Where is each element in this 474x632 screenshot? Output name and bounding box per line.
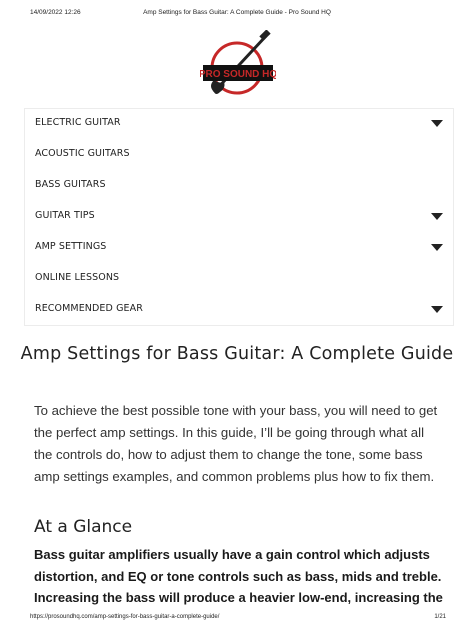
caret-down-icon[interactable]: [431, 306, 443, 313]
print-footer: [0, 614, 474, 626]
guitar-logo-icon: [200, 30, 276, 102]
nav-item-bass-guitars[interactable]: [25, 171, 453, 202]
print-url[interactable]: https://prosoundhq.com/amp-settings-for-bass-guitar-a-complete-guide/: [30, 614, 220, 620]
nav-item-guitar-tips[interactable]: [25, 202, 453, 233]
nav-item-label: ACOUSTIC GUITARS: [35, 148, 130, 159]
nav-item-amp-settings[interactable]: [25, 233, 453, 264]
nav-item-label: AMP SETTINGS: [35, 241, 107, 252]
nav-item-label: ONLINE LESSONS: [35, 272, 120, 283]
nav-item-recommended-gear[interactable]: [25, 295, 453, 326]
main-navigation: [24, 108, 454, 326]
nav-item-label: GUITAR TIPS: [35, 210, 95, 221]
print-header: [0, 9, 474, 21]
nav-item-electric-guitar[interactable]: [25, 109, 453, 140]
logo-text: PRO SOUND HQ: [200, 69, 276, 80]
summary-paragraph: Bass guitar amplifiers usually have a gain control which adjusts distortion, and EQ or tone controls such as bass, mids and treble. Increasing the bass will produce a heavier low-end, increasing the: [34, 547, 443, 605]
nav-item-online-lessons[interactable]: [25, 264, 453, 295]
site-logo[interactable]: [200, 30, 276, 102]
caret-down-icon[interactable]: [431, 244, 443, 251]
page-title: Amp Settings for Bass Guitar: A Complete Guide: [20, 344, 454, 364]
caret-down-icon[interactable]: [431, 213, 443, 220]
nav-item-label: BASS GUITARS: [35, 179, 106, 190]
section-heading: At a Glance: [34, 517, 133, 537]
caret-down-icon[interactable]: [431, 120, 443, 127]
nav-item-label: ELECTRIC GUITAR: [35, 117, 121, 128]
print-date: 14/09/2022 12:26: [30, 9, 81, 16]
nav-item-label: RECOMMENDED GEAR: [35, 303, 143, 314]
print-document-title: Amp Settings for Bass Guitar: A Complete Guide - Pro Sound HQ: [143, 9, 331, 16]
nav-item-acoustic-guitars[interactable]: [25, 140, 453, 171]
page-number: 1/21: [434, 614, 446, 620]
intro-paragraph: To achieve the best possible tone with your bass, you will need to get the perfect amp settings. In this guide, I’ll be going through what all the controls do, how to adjust them to change the tone, some bass amp settings examples, and common problems plus how to fix them.: [34, 403, 438, 484]
